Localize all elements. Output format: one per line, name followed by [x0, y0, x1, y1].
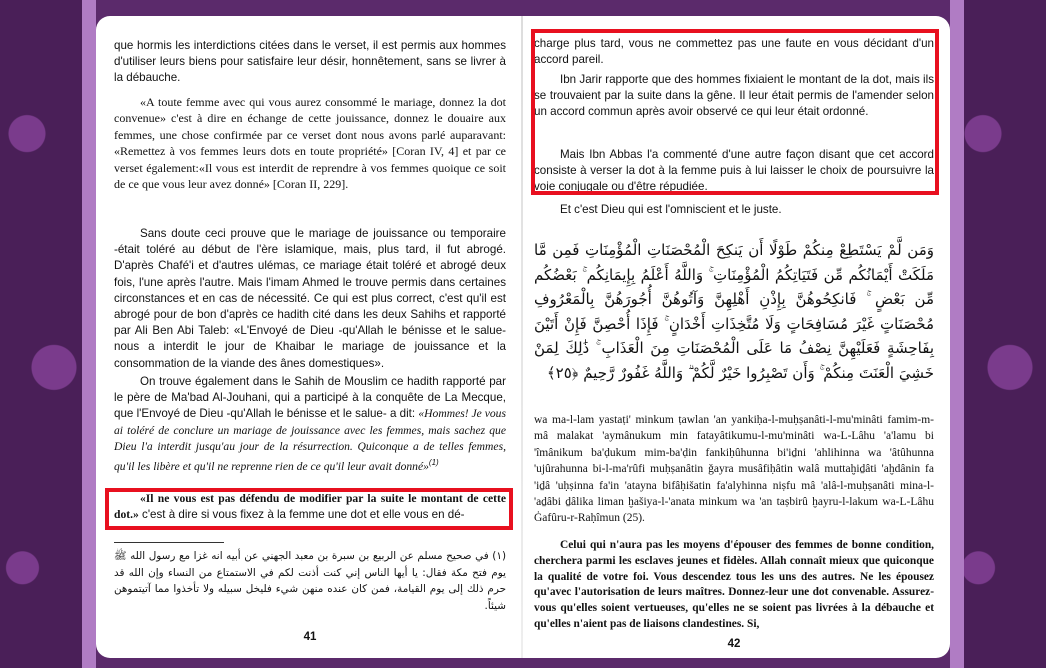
page-number-41: 41 [303, 631, 317, 643]
page-41 [114, 16, 506, 658]
decorative-frame-right [956, 0, 1046, 668]
book-spread [96, 16, 950, 658]
paragraph-2: Ibn Jarir rapporte que des hommes fixiaient le montant de la dot, mais ils se trouvaient par la suite dans la gêne. Il leur était permis de l'amender selon un accord commun après avoir observé ce qui leur était ordonné. [534, 73, 934, 119]
paragraph-5 [114, 491, 506, 523]
paragraph-1: que hormis les interdictions citées dans le verset, il est permis aux hommes d'utiliser leurs biens pour satisfaire leur désir, honnêtement, sans se livrer à la débauche. [114, 39, 506, 85]
footnote-ref: (1) [428, 458, 439, 468]
footnote-rule [114, 542, 224, 543]
verse-transliteration: wa ma-l-lam yastaṭi' minkum ṭawlan 'an yankiḥa-l-muḥṣanâti-l-mu'minâti famim-m-mâ malakat 'aymânukum min fatayâtikumu-l-mu'minâti wa-L-Lâhu 'a'lamu bi 'îmânikum ba'ḍukum mim-ba'ḍin fankiḥûhunna bi'iḏni 'ahlihinna wa 'âtûhunna 'ujûrahunna bi-l-ma'rûfi muḥṣanâtin ǧayra musâfiḥâtin walâ muttaḫiḏâti 'aḫdânin fa 'iḏâ 'uḥṣinna fa'in 'atayna bifâḥišatin fa'alyhinna niṣfu mâ 'alâ-l-muḥṣanâti mina-l-'aḏâbi ḏâlika liman ḫašiya-l-'anata minkum wa 'an taṣbirû ḫayru-l-lakum wa-L-Lâhu Ġafûru-r-Raḥîmun (25). [534, 414, 934, 525]
frame-border-right [950, 0, 964, 668]
arabic-footnote: (١) في صحيح مسلم عن الربيع بن سبرة بن معبد الجهني عن أبيه انه غزا مع رسول الله ﷺ يوم فتح مكة فقال: يا أيها الناس إني كنت أذنت لكم في الاستمتاع من النساء وإن الله قد حرم ذلك إلى يوم القيامة، فمن كان عنده منهن شيء فليخل سبيله ولا تأخذوا مما آتيتموهن شيئاً. [114, 550, 506, 612]
closing-sentence: Et c'est Dieu qui est l'omniscient et le juste. [560, 203, 782, 216]
page-number-42: 42 [727, 638, 741, 650]
paragraph-2: «A toute femme avec qui vous aurez consommé le mariage, donnez la dot convenue» c'est à dire en échange de cette jouissance, donnez le douaire aux femmes, une chose confirmée par ce verset dont nous avons parlé auparavant: «Remettez à vos femmes leurs dots en toute propriété» [Coran IV, 4] et par ce verset également:«Il vous est interdit de reprendre à vos femmes quoique ce soit de ce que vous leur avez donné» [Coran II, 229]. [114, 95, 506, 192]
paragraph-1: charge plus tard, vous ne commettez pas une faute en vous décidant d'un accord pareil. [534, 37, 934, 67]
verse-translation: Celui qui n'aura pas les moyens d'épouser des femmes de bonne condition, cherchera parmi les esclaves jeunes et fidèles. Allah connaît mieux que quiconque la qualité de votre foi. Vous descendez tous les uns des autres. Ne les épousez qu'avec l'autorisation de leurs maîtres. Donnez-leur une dot convenable. Assurez-vous qu'elles soient vertueuses, qu'elles ne se soient pas livrées à la débauche et qu'elles n'aient pas de liaisons clandestines. Si, [534, 539, 934, 630]
book-gutter [521, 16, 523, 658]
paragraph-4-intro: On trouve également dans le Sahih de Mouslim ce hadith rapporté par le père de Ma'bad Al-Jouhani, qui a participé à la conquête de La Mecque, que l'Envoyé de Dieu -qu'Allah le bénisse et le salue- a dit: [114, 375, 506, 421]
hadith-quote: «Hommes! Je vous ai toléré de conclure un mariage de jouissance avec les femmes, mais sachez que Dieu l'a interdit jusqu'au jour de la résurrection. Quiconque a de telles femmes, qu'il les libère et qu'il ne reprenne rien de ce qu'il leur avait donné» [114, 407, 506, 473]
decorative-frame-left [0, 0, 90, 668]
paragraph-3: Sans doute ceci prouve que le mariage de jouissance ou temporaire -était toléré au début de l'ère islamique, mais, plus tard, il fut abrogé. D'après Chafé'i et d'autres ulémas, ce mariage était toléré et abrogé deux fois, l'une après l'autre. Mais l'imam Ahmed le trouve permis dans certaines circonstances et en cas de nécessité. Ce qui est plus correct, c'est qu'il est abrogé pour de bon d'après ce hadith cité dans les deux Sahihs et rapporté par Ali Ben Abi Taleb: «L'Envoyé de Dieu -qu'Allah le bénisse et le salue- nous a interdit le jour de Khaibar le mariage de jouissance et la consommation de la viande des ânes domestiques». [114, 227, 506, 370]
quran-verse-arabic: وَمَن لَّمْ يَسْتَطِعْ مِنكُمْ طَوْلًا أَن يَنكِحَ الْمُحْصَنَاتِ الْمُؤْمِنَاتِ فَمِن مَّا مَلَكَتْ أَيْمَانُكُم مِّن فَتَيَاتِكُمُ الْمُؤْمِنَاتِ ۚ وَاللَّهُ أَعْلَمُ بِإِيمَانِكُم ۚ بَعْضُكُم مِّن بَعْضٍ ۚ فَانكِحُوهُنَّ بِإِذْنِ أَهْلِهِنَّ وَآتُوهُنَّ أُجُورَهُنَّ بِالْمَعْرُوفِ مُحْصَنَاتٍ غَيْرَ مُسَافِحَاتٍ وَلَا مُتَّخِذَاتِ أَخْدَانٍ ۚ فَإِذَا أُحْصِنَّ فَإِنْ أَتَيْنَ بِفَاحِشَةٍ فَعَلَيْهِنَّ نِصْفُ مَا عَلَى الْمُحْصَنَاتِ مِنَ الْعَذَابِ ۚ ذَٰلِكَ لِمَنْ خَشِيَ الْعَنَتَ مِنكُمْ ۚ وَأَن تَصْبِرُوا خَيْرٌ لَّكُمْ ۗ وَاللَّهُ غَفُورٌ رَّحِيمٌ ﴿٢٥﴾ [534, 241, 934, 382]
verse-quote: «Il ne vous est pas défendu de modifier par la suite le montant de cette dot.» [114, 492, 506, 522]
paragraph-5-rest: c'est à dire si vous fixez à la femme une dot et elle vous en dé- [138, 508, 465, 522]
page-42 [534, 16, 934, 658]
paragraph-3: Mais Ibn Abbas l'a commenté d'une autre façon disant que cet accord consiste à verser la dot à la femme puis à lui laisser le choix de poursuivre la voie conjugale ou d'être répudiée. [534, 148, 934, 194]
frame-border-left [82, 0, 96, 668]
paragraph-4 [114, 374, 506, 475]
